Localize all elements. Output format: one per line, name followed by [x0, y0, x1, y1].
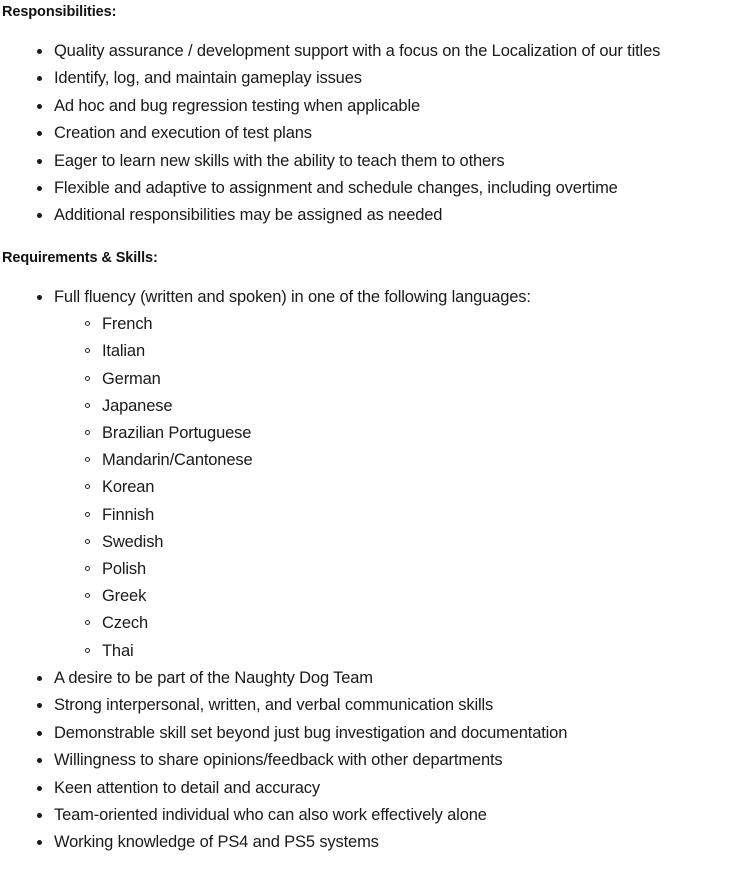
hollow-circle-icon	[85, 593, 90, 598]
language-label: Japanese	[102, 396, 173, 415]
hollow-circle-icon	[85, 321, 90, 326]
language-label: German	[102, 369, 161, 388]
list-item	[2, 610, 746, 637]
filled-disc-icon	[37, 213, 42, 218]
list-item	[2, 583, 746, 610]
section-heading-responsibilities: Responsibilities:	[2, 4, 117, 20]
requirements-list	[2, 284, 746, 311]
list-item	[2, 556, 746, 583]
list-item-label: Willingness to share opinions/feedback with other departments	[54, 751, 503, 770]
language-label: Brazilian Portuguese	[102, 424, 252, 443]
language-label: Greek	[102, 587, 147, 606]
section-responsibilities	[2, 0, 746, 230]
section-heading-requirements-skills: Requirements & Skills:	[2, 249, 158, 266]
language-label: Mandarin/Cantonese	[102, 451, 253, 470]
list-item	[2, 202, 746, 229]
language-label: Polish	[102, 560, 147, 579]
list-item	[2, 175, 746, 202]
spacer	[2, 267, 746, 284]
hollow-circle-icon	[85, 430, 90, 435]
list-item-label: Quality assurance / development support with a focus on the Localization of our titles	[54, 42, 661, 60]
list-item	[2, 284, 746, 311]
list-item-label: Flexible and adaptive to assignment and schedule changes, including overtime	[54, 179, 618, 198]
language-label: Italian	[102, 342, 145, 361]
list-item	[2, 665, 746, 692]
filled-disc-icon	[37, 840, 42, 845]
filled-disc-icon	[37, 676, 42, 681]
language-label: Finnish	[102, 505, 155, 524]
list-item	[2, 692, 746, 719]
list-item-label: Demonstrable skill set beyond just bug investigation and documentation	[54, 723, 568, 742]
list-item-label: Strong interpersonal, written, and verbal communication skills	[54, 696, 494, 715]
hollow-circle-icon	[85, 620, 90, 625]
filled-disc-icon	[37, 76, 42, 81]
list-item-label: Additional responsibilities may be assigned as needed	[54, 206, 443, 225]
list-item-label: Working knowledge of PS4 and PS5 systems	[54, 833, 379, 852]
list-item	[2, 393, 746, 420]
language-label: Swedish	[102, 532, 164, 551]
filled-disc-icon	[37, 131, 42, 136]
list-item	[2, 502, 746, 529]
language-label: French	[102, 315, 153, 334]
section-requirements-skills	[2, 246, 746, 857]
list-item	[2, 474, 746, 501]
requirements-list-continued	[2, 665, 746, 857]
list-item	[2, 747, 746, 774]
filled-disc-icon	[37, 731, 42, 736]
list-item	[2, 338, 746, 365]
list-item-label: Ad hoc and bug regression testing when applicable	[54, 96, 420, 115]
hollow-circle-icon	[85, 484, 90, 489]
filled-disc-icon	[37, 49, 42, 54]
list-item-label: Team-oriented individual who can also work effectively alone	[54, 805, 487, 824]
list-item	[2, 65, 746, 92]
list-item	[2, 120, 746, 147]
list-item	[2, 529, 746, 556]
spacer	[2, 230, 746, 246]
hollow-circle-icon	[85, 539, 90, 544]
filled-disc-icon	[37, 104, 42, 109]
list-item	[2, 775, 746, 802]
language-label: Thai	[102, 641, 134, 660]
spacer	[2, 21, 746, 38]
list-item-label: Full fluency (written and spoken) in one of the following languages:	[54, 287, 531, 306]
filled-disc-icon	[37, 758, 42, 763]
list-item-label: Keen attention to detail and accuracy	[54, 778, 320, 797]
list-item	[2, 148, 746, 175]
list-item-label: Eager to learn new skills with the ability to teach them to others	[54, 151, 505, 170]
hollow-circle-icon	[85, 457, 90, 462]
language-label: Korean	[102, 478, 155, 497]
list-item	[2, 802, 746, 829]
filled-disc-icon	[37, 786, 42, 791]
language-label: Czech	[102, 614, 149, 633]
filled-disc-icon	[37, 813, 42, 818]
filled-disc-icon	[37, 186, 42, 191]
list-item	[2, 447, 746, 474]
hollow-circle-icon	[85, 566, 90, 571]
list-item	[2, 93, 746, 120]
hollow-circle-icon	[85, 403, 90, 408]
hollow-circle-icon	[85, 648, 90, 653]
list-item	[2, 720, 746, 747]
list-item-label: Identify, log, and maintain gameplay issues	[54, 69, 362, 88]
list-item	[2, 638, 746, 665]
list-item	[2, 311, 746, 338]
responsibilities-list	[2, 38, 746, 230]
list-item-label: A desire to be part of the Naughty Dog Team	[54, 668, 373, 687]
list-item	[2, 829, 746, 856]
hollow-circle-icon	[85, 376, 90, 381]
hollow-circle-icon	[85, 512, 90, 517]
filled-disc-icon	[37, 159, 42, 164]
filled-disc-icon	[37, 703, 42, 708]
list-item	[2, 420, 746, 447]
languages-sub-list	[2, 311, 746, 665]
hollow-circle-icon	[85, 348, 90, 353]
filled-disc-icon	[37, 295, 42, 300]
list-item	[2, 38, 746, 65]
list-item	[2, 366, 746, 393]
list-item-label: Creation and execution of test plans	[54, 124, 312, 143]
